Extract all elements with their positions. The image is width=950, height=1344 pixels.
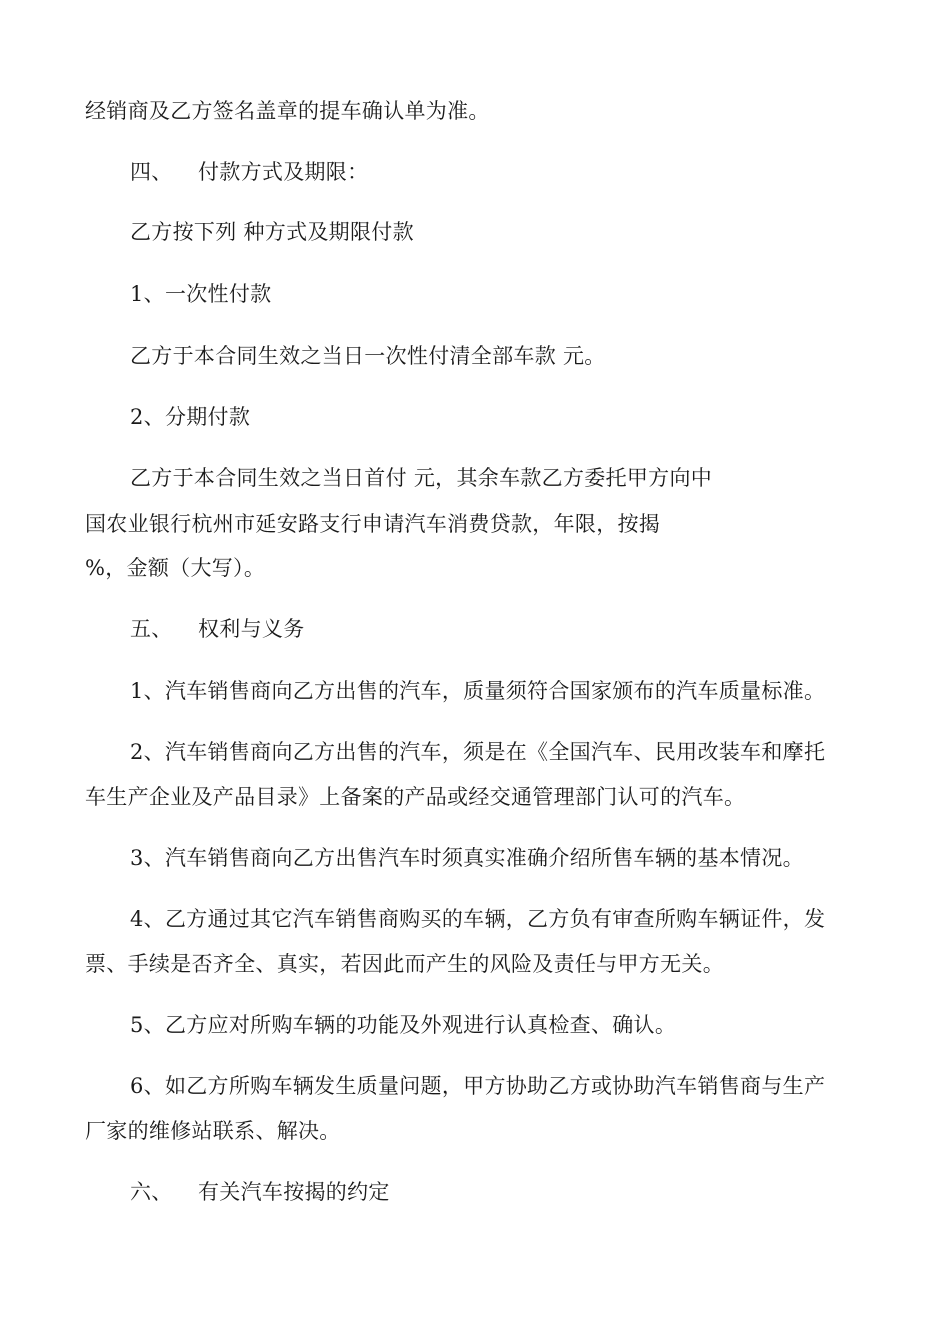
paragraph-line: 乙方于本合同生效之当日一次性付清全部车款 元。 [130,344,606,368]
list-item: 6、如乙方所购车辆发生质量问题，甲方协助乙方或协助汽车销售商与生产 [130,1074,826,1098]
list-item: 3、汽车销售商向乙方出售汽车时须真实准确介绍所售车辆的基本情况。 [130,846,804,870]
section-heading-6 [130,1177,390,1207]
section-heading-4 [130,157,368,187]
list-item: 1、汽车销售商向乙方出售的汽车，质量须符合国家颁布的汽车质量标准。 [130,679,826,703]
list-item-continuation: 车生产企业及产品目录》上备案的产品或经交通管理部门认可的汽车。 [85,785,746,809]
paragraph-line: %，金额（大写）。 [85,556,266,580]
paragraph-line: 乙方于本合同生效之当日首付 元，其余车款乙方委托甲方向中 [130,466,713,490]
section-number: 六、 [130,1180,173,1204]
section-title: 有关汽车按揭的约定 [198,1180,390,1204]
paragraph-line: 乙方按下列 种方式及期限付款 [130,220,414,244]
list-item: 4、乙方通过其它汽车销售商购买的车辆，乙方负有审查所购车辆证件，发 [130,907,826,931]
list-item-heading: 1、一次性付款 [130,282,272,306]
section-number: 五、 [130,617,173,641]
list-item: 2、汽车销售商向乙方出售的汽车，须是在《全国汽车、民用改装车和摩托 [130,740,826,764]
list-item-heading: 2、分期付款 [130,405,251,429]
section-title: 付款方式及期限： [198,160,369,184]
paragraph-line: 经销商及乙方签名盖章的提车确认单为准。 [85,99,490,123]
paragraph-line: 国农业银行杭州市延安路支行申请汽车消费贷款，年限，按揭 [85,512,661,536]
section-number: 四、 [130,160,173,184]
list-item: 5、乙方应对所购车辆的功能及外观进行认真检查、确认。 [130,1013,677,1037]
list-item-continuation: 厂家的维修站联系、解决。 [85,1119,341,1143]
section-heading-5 [130,614,305,644]
list-item-continuation: 票、手续是否齐全、真实，若因此而产生的风险及责任与甲方无关。 [85,952,724,976]
section-title: 权利与义务 [198,617,305,641]
